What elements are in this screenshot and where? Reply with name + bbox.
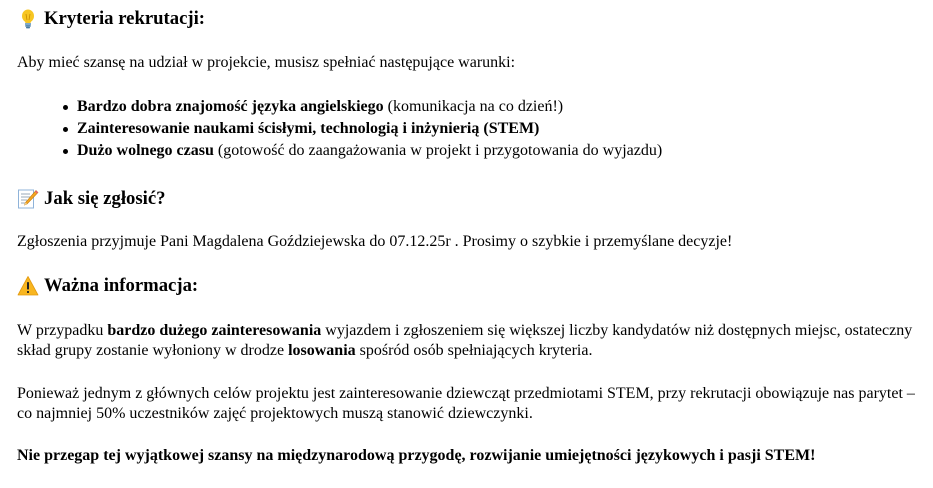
criteria-list: [17, 96, 662, 162]
bold-span: bardzo dużego zainteresowania: [107, 322, 322, 339]
criteria-heading: [17, 8, 205, 30]
list-item-bold: Zainteresowanie naukami ścisłymi, technologią i inżynierią (STEM): [77, 120, 540, 137]
text-span: W przypadku: [17, 322, 108, 339]
apply-heading: [17, 188, 165, 210]
important-paragraph-1: [17, 321, 922, 361]
text-span: spośród osób spełniających kryteria.: [355, 342, 593, 359]
list-item: [77, 118, 662, 140]
memo-pencil-icon: [17, 188, 39, 210]
closing-statement: [17, 446, 815, 466]
closing-bold: Nie przegap tej wyjątkowej szansy na międzynarodową przygodę, rozwijanie umiejętności językowych i pasji STEM!: [17, 447, 816, 464]
criteria-intro: Aby mieć szansę na udział w projekcie, musisz spełniać następujące warunki:: [17, 54, 516, 71]
list-item-bold: Dużo wolnego czasu: [77, 142, 214, 159]
list-item-text: (gotowość do zaangażowania w projekt i przygotowania do wyjazdu): [213, 142, 663, 159]
bold-span: losowania: [288, 342, 356, 359]
list-item-text: (komunikacja na co dzień!): [383, 98, 564, 115]
important-paragraph-2: Ponieważ jednym z głównych celów projektu jest zainteresowanie dziewcząt przedmiotami STEM, przy rekrutacji obowiązuje nas parytet – co najmniej 50% uczestników zajęć projektowych muszą stanowić dziewczynki.: [17, 385, 915, 422]
list-item: [77, 96, 662, 118]
criteria-heading-text: Kryteria rekrutacji:: [44, 8, 206, 29]
warning-icon: [17, 275, 39, 297]
lightbulb-icon: [17, 8, 39, 30]
important-heading: [17, 275, 198, 297]
important-heading-text: Ważna informacja:: [44, 275, 199, 296]
apply-heading-text: Jak się zgłosić?: [44, 188, 166, 209]
list-item: [77, 140, 662, 162]
text-span: wyjazdem i zgłoszeniem się większej liczby kandydatów niż dostępnych miejsc, ostateczny skład grupy zostanie wyłoniony w drodze: [17, 322, 913, 359]
apply-text: Zgłoszenia przyjmuje Pani Magdalena Goździejewska do 07.12.25r . Prosimy o szybkie i przemyślane decyzje!: [17, 233, 733, 250]
list-item-bold: Bardzo dobra znajomość języka angielskiego: [77, 98, 384, 115]
